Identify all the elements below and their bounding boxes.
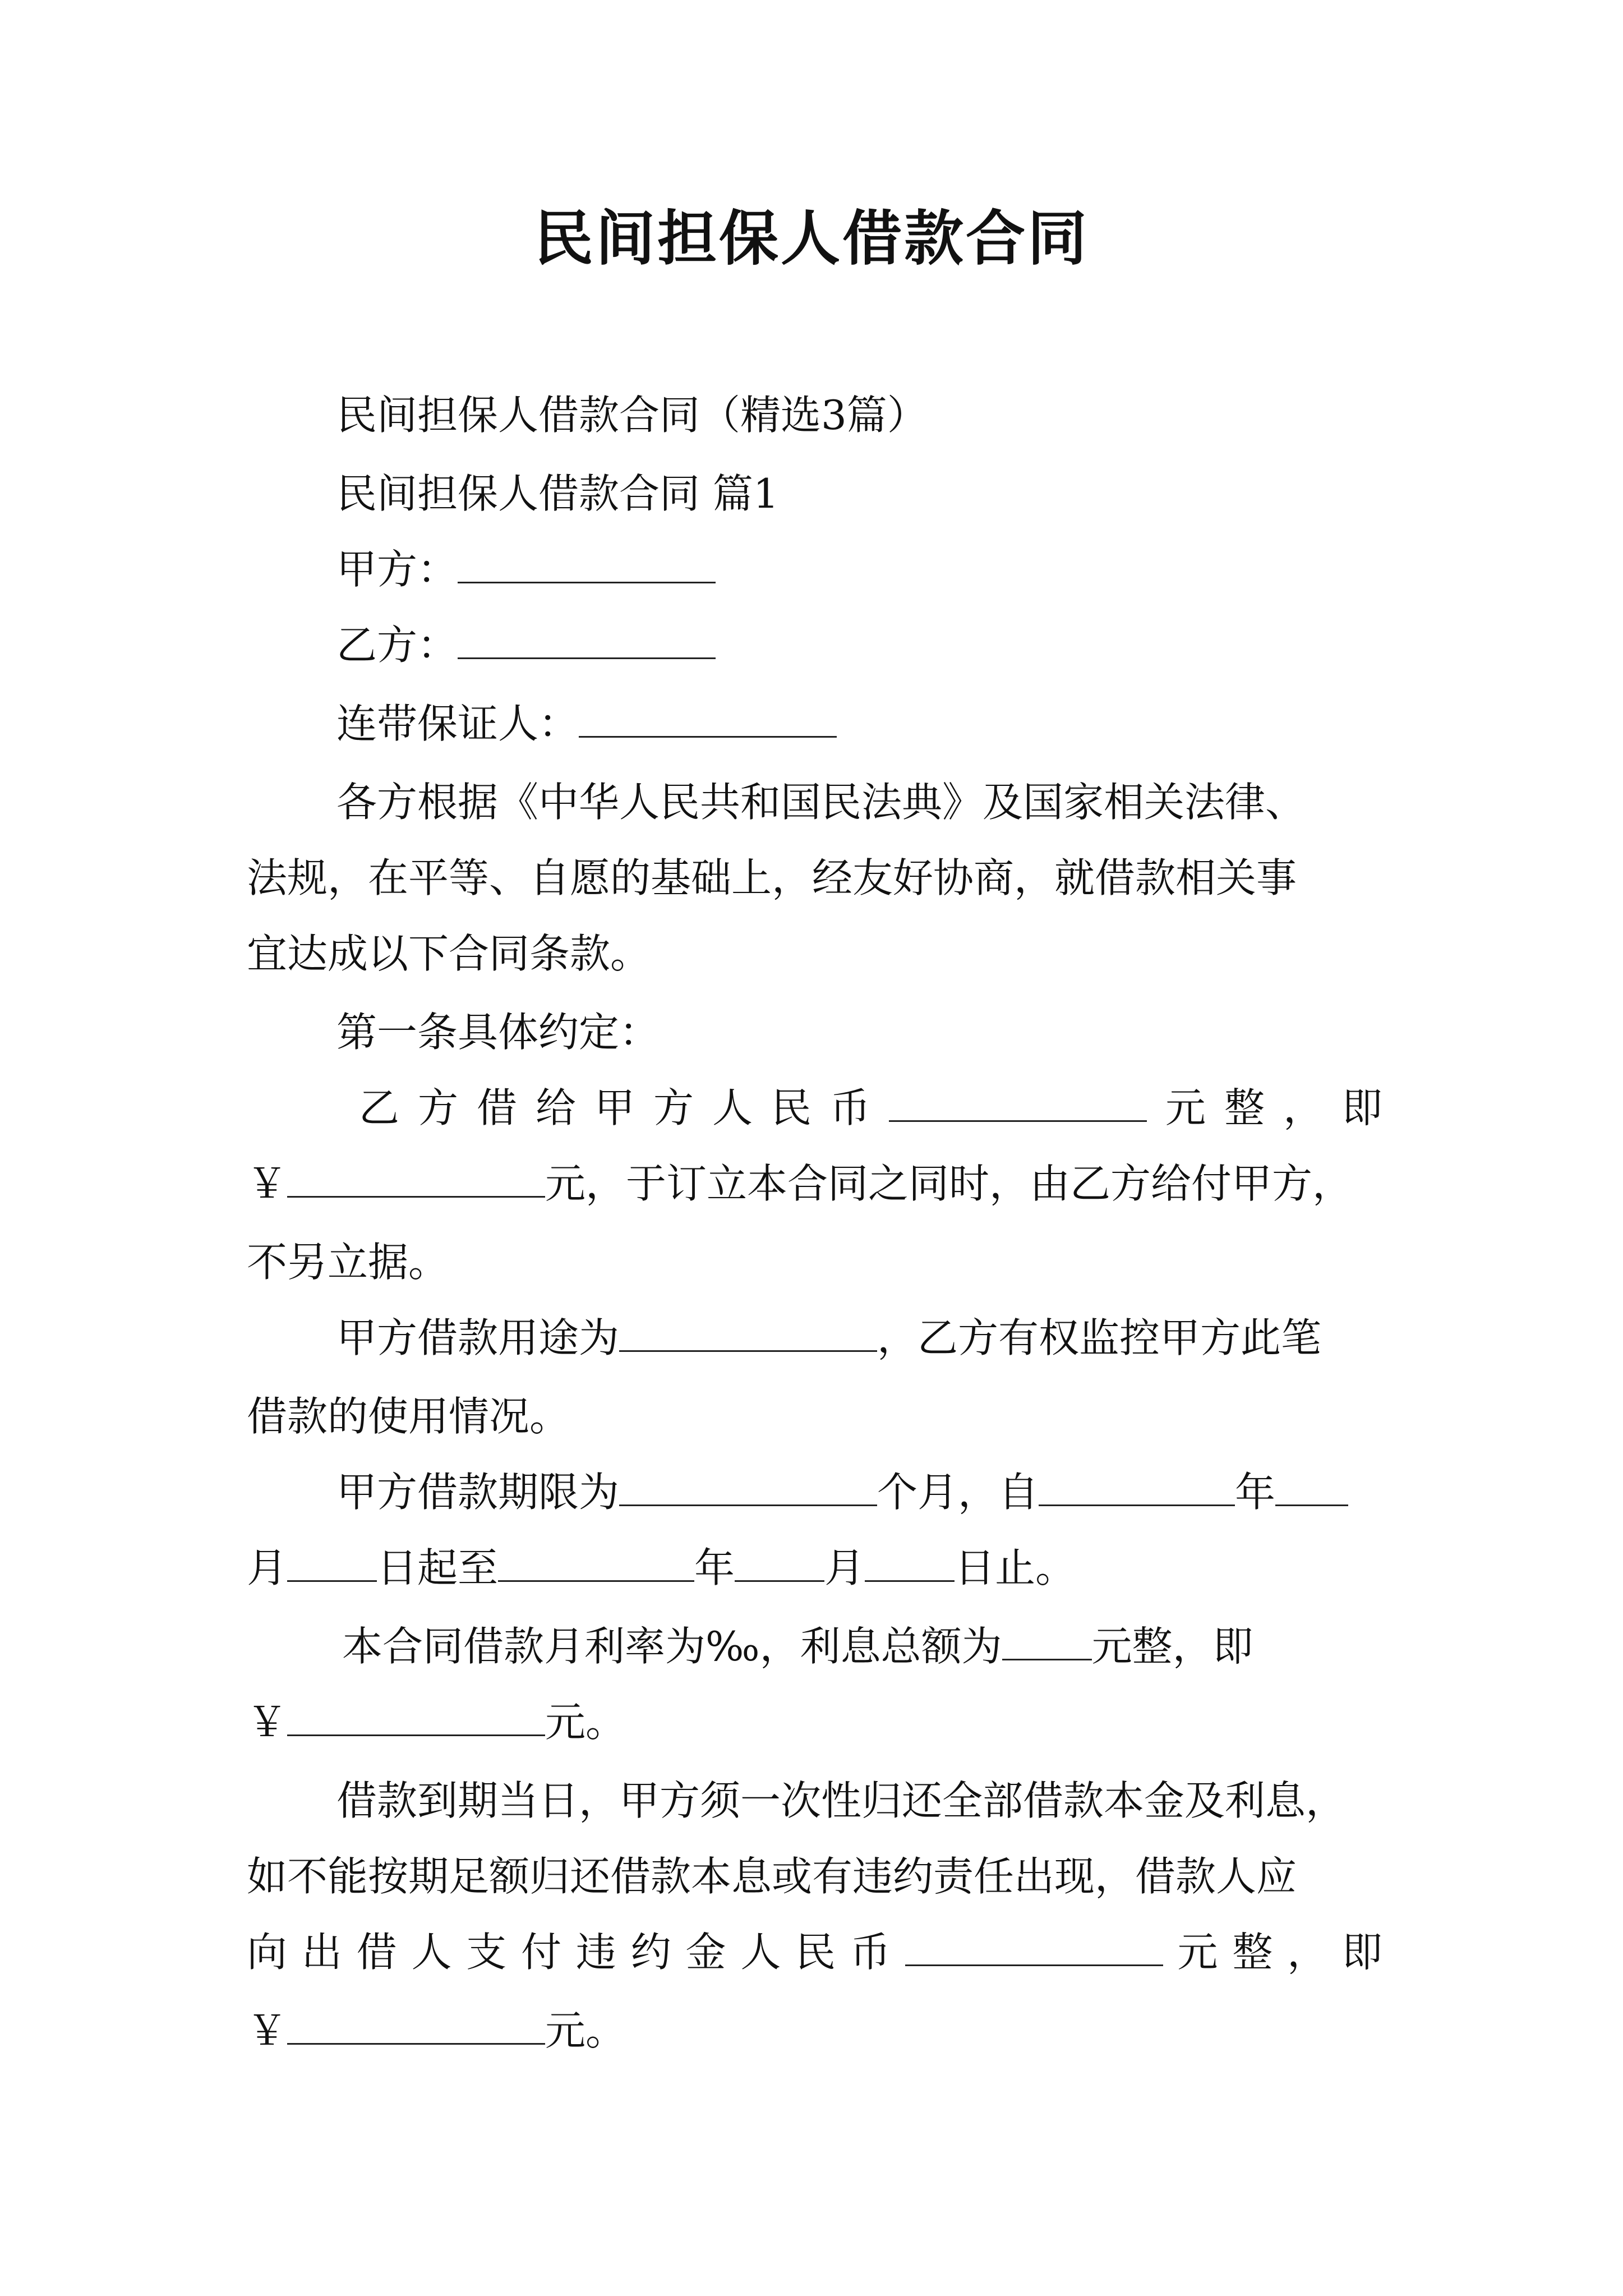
purpose-prefix: 甲方借款用途为: [336, 1314, 620, 1361]
loan-yen-text: 元，于订立本合同之同时，由乙方给付甲方，: [545, 1160, 1353, 1207]
penalty-char: 金: [685, 1929, 726, 1976]
guarantor-blank: [579, 697, 837, 738]
loan-char: 即: [1341, 1084, 1382, 1131]
penalty-amount-blank: [905, 1925, 1163, 1966]
interest-mid: 元整，: [1091, 1623, 1213, 1670]
party-b-line: [336, 617, 1382, 673]
loan-char: 给: [536, 1084, 577, 1131]
interest-yen-line: [247, 1694, 1382, 1750]
penalty-char: 人: [740, 1929, 781, 1976]
interest-line: [342, 1618, 1382, 1674]
term-day-to-blank: [865, 1541, 955, 1582]
loan-char: 方: [418, 1084, 459, 1131]
purpose-line-2: 借款的使用情况。: [247, 1393, 570, 1440]
penalty-char: 即: [1341, 1929, 1382, 1976]
loan-char: ，: [1283, 1084, 1324, 1131]
term-line-2: [247, 1540, 1382, 1596]
intro-line-2: 法规，在平等、自愿的基础上，经友好协商，就借款相关事: [247, 854, 1297, 901]
purpose-suffix: ，乙方有权监控甲方此笔: [877, 1314, 1322, 1361]
purpose-line: [336, 1310, 1382, 1366]
term-year: 年: [1235, 1469, 1276, 1516]
term-month-to-blank: [735, 1541, 824, 1582]
interest-end: 即: [1212, 1623, 1253, 1670]
section-heading: 民间担保人借款合同 篇1: [336, 470, 779, 517]
guarantor-label: 连带保证人：: [336, 700, 579, 747]
loan-amount-blank: [889, 1081, 1147, 1122]
loan-yen-line: [247, 1156, 1382, 1212]
loan-char: 借: [477, 1084, 518, 1131]
interest-prefix: 本合同借款月利率为‰，利息总额为: [342, 1623, 1002, 1670]
interest-unit: 元。: [545, 1699, 626, 1746]
penalty-char: 违: [575, 1929, 616, 1976]
intro-line-3: 宜达成以下合同条款。: [247, 930, 651, 977]
loan-char: 人: [712, 1084, 753, 1131]
guarantor-line: [336, 696, 1382, 752]
term-day-from: 日起至: [377, 1544, 499, 1591]
penalty-char: 整: [1232, 1929, 1273, 1976]
due-line-2: 如不能按期足额归还借款本息或有违约责任出现，借款人应: [247, 1853, 1297, 1900]
loan-char: 甲: [594, 1084, 635, 1131]
term-prefix: 甲方借款期限为: [336, 1469, 620, 1516]
penalty-char: 币: [850, 1929, 891, 1976]
due-line-1: 借款到期当日，甲方须一次性归还全部借款本金及利息，: [336, 1777, 1347, 1824]
penalty-char: 人: [411, 1929, 452, 1976]
term-day-to: 日止。: [955, 1544, 1076, 1591]
yen-symbol: ￥: [247, 1699, 288, 1746]
penalty-unit: 元。: [545, 2007, 626, 2054]
interest-blank: [1002, 1619, 1092, 1660]
article-1-heading: 第一条具体约定：: [336, 1009, 660, 1056]
loan-char: 民: [771, 1084, 812, 1131]
term-month-blank: [287, 1541, 377, 1582]
penalty-char: 借: [356, 1929, 397, 1976]
party-a-line: [336, 541, 1382, 597]
penalty-char: ，: [1287, 1929, 1328, 1976]
term-year-to-blank: [498, 1541, 694, 1582]
interest-yen-blank: [287, 1695, 545, 1736]
term-months: 个月，自: [877, 1469, 1039, 1516]
subtitle: 民间担保人借款合同（精选3篇）: [336, 392, 928, 439]
loan-char: 乙: [359, 1084, 400, 1131]
penalty-yen-blank: [287, 2004, 545, 2045]
term-months-blank: [619, 1465, 877, 1506]
party-b-blank: [458, 618, 716, 659]
loan-amount-line: [359, 1080, 1382, 1136]
loan-char: 元: [1165, 1084, 1206, 1131]
penalty-char: 民: [795, 1929, 836, 1976]
loan-char: 方: [653, 1084, 694, 1131]
term-month-2: 月: [824, 1544, 865, 1591]
document-title: 民间担保人借款合同: [534, 203, 1089, 273]
loan-char: 币: [830, 1084, 871, 1131]
penalty-char: 付: [521, 1929, 562, 1976]
term-tail-blank: [1275, 1465, 1348, 1506]
loan-yen-blank: [287, 1157, 545, 1198]
penalty-char: 元: [1177, 1929, 1218, 1976]
party-a-blank: [458, 542, 716, 583]
purpose-blank: [619, 1311, 877, 1352]
term-year-2: 年: [694, 1544, 735, 1591]
loan-line-3: 不另立据。: [247, 1239, 449, 1286]
penalty-yen-line: [247, 2003, 1382, 2059]
term-month: 月: [247, 1544, 288, 1591]
penalty-char: 约: [630, 1929, 671, 1976]
yen-symbol: ￥: [247, 2007, 288, 2054]
penalty-line: [247, 1924, 1382, 1980]
penalty-char: 支: [466, 1929, 507, 1976]
intro-line-1: 各方根据《中华人民共和国民法典》及国家相关法律、: [336, 779, 1306, 826]
yen-symbol: ￥: [247, 1160, 288, 1207]
term-line: [336, 1464, 1382, 1520]
term-year-from-blank: [1039, 1465, 1235, 1506]
penalty-char: 出: [301, 1929, 342, 1976]
loan-char: 整: [1224, 1084, 1265, 1131]
party-b-label: 乙方：: [336, 622, 458, 669]
penalty-char: 向: [247, 1929, 288, 1976]
party-a-label: 甲方：: [336, 546, 458, 593]
